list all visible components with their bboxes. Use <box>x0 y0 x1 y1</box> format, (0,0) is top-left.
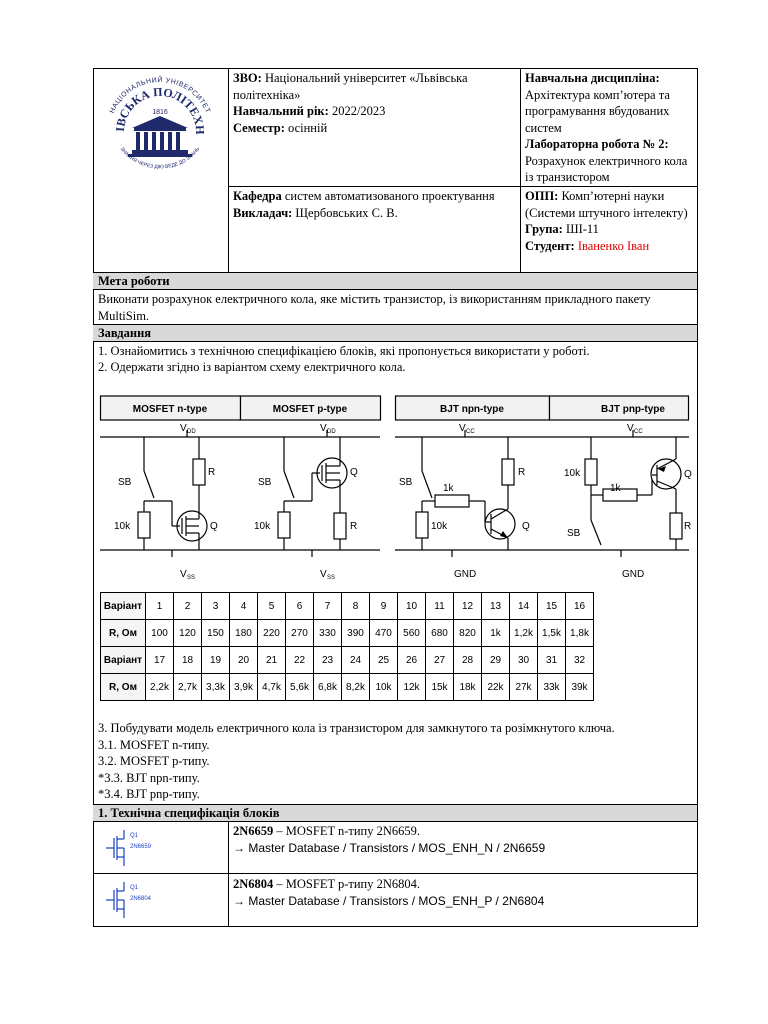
svg-text:1k: 1k <box>610 483 621 494</box>
circuit-bjt-npn <box>395 430 549 557</box>
row-label: R, Ом <box>101 620 146 647</box>
year-label: Навчальний рік: <box>233 104 329 118</box>
discipline-value: Архітектура комп’ютера та програмування вбудованих систем <box>525 87 670 135</box>
header-bjt-pnp: BJT pnp-type <box>601 404 665 415</box>
spec-item-1: 2N6659 – MOSFET n-типу 2N6659. → Master Database / Transistors / MOS_ENH_N / 2N6659 <box>233 824 546 855</box>
circuit-mosfet-n <box>100 430 240 557</box>
group-value: ШІ-11 <box>565 222 599 236</box>
svg-text:ЛЬВІВСЬКА ПОЛІТЕХНІКА: ІВСЬКА ПОЛІТЕХН <box>112 84 208 135</box>
svg-text:SS: SS <box>187 575 196 581</box>
university-logo <box>96 70 224 182</box>
semester-label: Семестр: <box>233 120 285 135</box>
svg-text:SS: SS <box>327 575 336 581</box>
svg-text:ЗНАННЯ ЧЕРЕЗ ДІЮ ВЕДЕ ДО ЗНАНЬ: ЗНАННЯ ЧЕРЕЗ ДІЮ ВЕДЕ ДО ЗНАНЬ <box>118 146 202 171</box>
task3-line-3: 3.2. MOSFET p-типу. <box>98 754 210 768</box>
table-row: Варіант 1 2 3 4 5 6 7 8 9 10 11 12 13 14 15 16 <box>101 593 594 620</box>
svg-text:V: V <box>320 423 327 434</box>
svg-text:10k: 10k <box>564 468 581 479</box>
header-mosfet-p: MOSFET p-type <box>272 404 348 415</box>
part-name: 2N6659 <box>233 824 274 838</box>
goal-section-header <box>93 273 697 289</box>
lab-label: Лабораторна робота № 2: <box>525 137 669 151</box>
svg-text:2N6659: 2N6659 <box>130 844 152 850</box>
svg-text:CC: CC <box>466 429 475 435</box>
svg-text:1816: 1816 <box>152 109 168 116</box>
dept-value: систем автоматизованого проектування <box>284 189 495 203</box>
svg-text:10k: 10k <box>254 521 271 532</box>
teacher-label: Викладач: <box>233 205 293 220</box>
svg-text:R: R <box>518 467 526 478</box>
schematics-figure <box>100 395 690 585</box>
database-path: → Master Database / Transistors / MOS_ENH_N / 2N6659 <box>233 840 546 855</box>
spec-title: 1. Технічна специфікація блоків <box>98 806 280 820</box>
spec-item-2: 2N6804 – MOSFET p-типу 2N6804. → Master Database / Transistors / MOS_ENH_P / 2N6804 <box>233 877 545 908</box>
row-label: Варіант <box>101 647 146 674</box>
semester-value: осінній <box>288 120 328 135</box>
svg-text:V: V <box>627 423 634 434</box>
header-info-cell <box>233 70 517 136</box>
svg-text:10k: 10k <box>114 521 131 532</box>
lab-value: Розрахунок електричного кола із транзистором <box>525 153 688 184</box>
svg-text:CC: CC <box>634 429 643 435</box>
task-section-header <box>93 325 697 341</box>
svg-text:DD: DD <box>187 429 196 435</box>
task3-line-5: *3.4. BJT pnp-типу. <box>98 787 200 801</box>
task3-line-2: 3.1. MOSFET n-типу. <box>98 738 210 752</box>
table-row: R, Ом 100 120 150 180 220 270 330 390 470 560 680 820 1k 1,2k 1,5k 1,8k <box>101 620 594 647</box>
department-cell <box>233 188 517 221</box>
nmos-symbol-icon <box>100 826 220 870</box>
svg-text:V: V <box>459 423 466 434</box>
svg-text:SB: SB <box>567 528 581 539</box>
table-row: R, Ом 2,2k 2,7k 3,3k 3,9k 4,7k 5,6k 6,8k 8,2k 10k 12k 15k 18k 22k 27k 33k 39k <box>101 674 594 701</box>
zvo-label: ЗВО: <box>233 71 262 85</box>
goal-title: Мета роботи <box>98 274 170 288</box>
opp-value: Комп’ютерні науки (Системи штучного інтелекту) <box>525 189 688 220</box>
svg-text:Q1: Q1 <box>130 885 139 891</box>
circuit-mosfet-p <box>240 430 380 557</box>
svg-text:V: V <box>320 569 327 580</box>
student-label: Студент: <box>525 238 575 253</box>
header-bjt-npn: BJT npn-type <box>440 404 504 415</box>
header-mosfet-n: MOSFET n-type <box>132 404 208 415</box>
svg-text:Q: Q <box>350 467 358 478</box>
svg-text:R: R <box>208 467 216 478</box>
part-name: 2N6804 <box>233 877 274 891</box>
opp-label: ОПП: <box>525 189 559 203</box>
svg-text:2N6804: 2N6804 <box>130 896 152 902</box>
row-label: Варіант <box>101 593 146 620</box>
goal-text: Виконати розрахунок електричного кола, яке містить транзистор, із використанням прикладного пакету MultiSim. <box>98 292 651 323</box>
year-value: 2022/2023 <box>331 104 386 118</box>
svg-text:R: R <box>350 521 358 532</box>
svg-text:Q: Q <box>684 469 692 480</box>
svg-text:V: V <box>180 569 187 580</box>
discipline-cell <box>525 70 695 186</box>
dept-label: Кафедра <box>233 189 282 203</box>
task-title: Завдання <box>98 326 152 340</box>
opp-cell <box>525 188 695 254</box>
svg-text:V: V <box>180 423 187 434</box>
svg-text:10k: 10k <box>431 521 448 532</box>
discipline-label: Навчальна дисципліна: <box>525 71 660 85</box>
svg-text:R: R <box>684 521 692 532</box>
task3-line-4: *3.3. BJT npn-типу. <box>98 771 200 785</box>
svg-text:SB: SB <box>258 477 272 488</box>
group-label: Група: <box>525 222 563 236</box>
task-line-1: 1. Ознайомитись з технічною специфікацією блоків, які пропонується використати у роботі. <box>98 344 590 358</box>
pmos-symbol-icon <box>100 878 220 922</box>
svg-text:GND: GND <box>622 569 645 580</box>
svg-text:1k: 1k <box>443 483 454 494</box>
row-label: R, Ом <box>101 674 146 701</box>
task-line-2: 2. Одержати згідно із варіантом схему електричного кола. <box>98 360 406 374</box>
teacher-value: Щербовських С. В. <box>295 205 398 220</box>
svg-text:GND: GND <box>454 569 477 580</box>
svg-text:SB: SB <box>399 477 413 488</box>
task3-line-1: 3. Побудувати модель електричного кола із транзистором для замкнутого та розімкнутого ключа. <box>98 721 615 735</box>
svg-text:DD: DD <box>327 429 336 435</box>
spec-section-header <box>93 805 697 821</box>
database-path: → Master Database / Transistors / MOS_ENH_P / 2N6804 <box>233 893 545 908</box>
svg-text:Q: Q <box>210 521 218 532</box>
svg-text:Q1: Q1 <box>130 833 139 839</box>
student-name: Іваненко Іван <box>577 238 650 253</box>
zvo-value: Національний університет «Львівська політехніка» <box>233 71 468 102</box>
variants-table <box>100 592 594 701</box>
svg-text:SB: SB <box>118 477 132 488</box>
table-row: Варіант 17 18 19 20 21 22 23 24 25 26 27 28 29 30 31 32 <box>101 647 594 674</box>
svg-text:Q: Q <box>522 521 530 532</box>
svg-text:НАЦІОНАЛЬНИЙ УНІВЕРСИТЕТ: НАЦІОНАЛЬНИЙ УНІВЕРСИТЕТ <box>108 76 212 115</box>
